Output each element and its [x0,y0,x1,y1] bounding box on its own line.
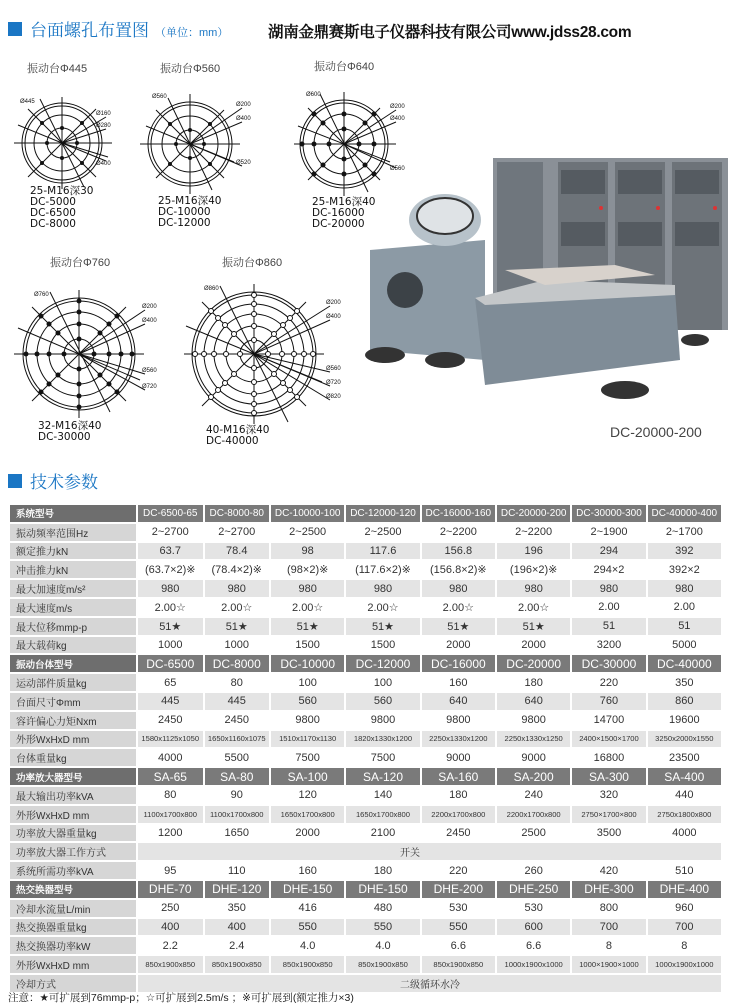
table-row [10,561,721,578]
table-cell: 980 [648,580,721,597]
table-cell: (117.6×2)※ [346,561,419,578]
svg-text:Ø720: Ø720 [326,380,341,386]
table-cell: 180 [497,674,570,691]
table-cell: DC-40000-400 [648,505,721,522]
table-cell: 250 [138,900,203,917]
table-cell: 51★ [422,618,495,635]
table-cell: DC-20000 [497,655,570,672]
table-cell: 1820x1330x1200 [346,731,419,748]
table-row [10,862,721,879]
svg-text:Ø445: Ø445 [20,99,35,105]
table-cell: 550 [346,919,419,936]
table-cell: 400 [138,919,203,936]
table-cell: DC-20000-200 [497,505,570,522]
table-cell: SA-100 [271,768,344,785]
table-row [10,937,721,954]
svg-text:Ø400: Ø400 [236,116,251,122]
table-cell: DC-10000 [271,655,344,672]
row-label: 热交换器型号 [10,881,136,898]
diagram-title: 振动台Φ445 [27,63,88,75]
table-cell: (63.7×2)※ [138,561,203,578]
table-cell: 2750×1700×800 [572,806,645,823]
table-cell: 51 [648,618,721,635]
table-row [10,693,721,710]
svg-text:Ø200: Ø200 [326,300,341,306]
svg-text:Ø560: Ø560 [142,368,157,374]
diagram-title: 振动台Φ640 [314,61,375,73]
table-cell: 3250x2000x1550 [648,731,721,748]
table-cell: 2000 [422,637,495,654]
table-cell: 980 [271,580,344,597]
table-cell: DC-10000-100 [271,505,344,522]
unit-label: （单位：mm） [155,27,229,39]
table-cell: 2~2200 [497,524,570,541]
row-label: 功率放大器工作方式 [10,843,136,860]
table-cell: 800 [572,900,645,917]
merged-cell: 二级循环水冷 [138,975,721,992]
table-cell: 510 [648,862,721,879]
table-cell: 6.6 [497,937,570,954]
table-cell: 850x1900x850 [346,956,419,973]
table-cell: 420 [572,862,645,879]
table-cell: 2500 [497,825,570,842]
row-label: 冷却方式 [10,975,136,992]
table-cell: 445 [138,693,203,710]
row-label: 功率放大器型号 [10,768,136,785]
table-cell: DC-16000-160 [422,505,495,522]
company-name: 湖南金鼎赛斯电子仪器科技有限公司www.jdss28.com [268,24,632,41]
table-cell: 2~1700 [648,524,721,541]
table-cell: 2200x1700x800 [497,806,570,823]
table-cell: 2.00☆ [497,599,570,616]
row-label: 系统型号 [10,505,136,522]
table-cell: 63.7 [138,543,203,560]
diagram-spec: 25-M16深40 DC-16000 DC-20000 [312,196,376,230]
row-label: 振动频率范围Hz [10,524,136,541]
table-cell: 2450 [138,712,203,729]
svg-text:Ø400: Ø400 [142,318,157,324]
table-row [10,712,721,729]
table-cell: 2.00☆ [271,599,344,616]
table-cell: DC-30000 [572,655,645,672]
table-cell: DC-6500-65 [138,505,203,522]
svg-text:Ø200: Ø200 [142,304,157,310]
table-cell: 1650x1700x800 [346,806,419,823]
table-cell: 180 [346,862,419,879]
row-label: 振动台体型号 [10,655,136,672]
table-cell: 1000×1900×1000 [572,956,645,973]
table-row [10,599,721,616]
table-cell: 640 [422,693,495,710]
table-cell: 640 [497,693,570,710]
table-row [10,674,721,691]
table-cell: 860 [648,693,721,710]
table-cell: 90 [205,787,270,804]
spec-table [8,503,723,994]
row-label: 台体重量kg [10,749,136,766]
table-cell: 2~2700 [138,524,203,541]
diagram-spec: 32-M16深40 DC-30000 [38,420,102,443]
table-cell: 960 [648,900,721,917]
row-label: 额定推力kN [10,543,136,560]
table-cell: 9800 [271,712,344,729]
blue-square-icon [8,22,22,36]
table-cell: 23500 [648,749,721,766]
table-cell: 2.00☆ [138,599,203,616]
table-cell: DHE-200 [422,881,495,898]
table-cell: 530 [497,900,570,917]
table-cell: 850x1900x850 [271,956,344,973]
table-cell: 980 [572,580,645,597]
table-cell: 1650x1700x800 [271,806,344,823]
table-cell: (78.4×2)※ [205,561,270,578]
table-cell: 2~2500 [346,524,419,541]
table-row [10,731,721,748]
table-cell: 320 [572,787,645,804]
table-row [10,524,721,541]
table-cell: 980 [138,580,203,597]
row-label: 外形WxHxD mm [10,806,136,823]
table-cell: 2200x1700x800 [422,806,495,823]
diagram-spec: 25-M16深40 DC-10000 DC-12000 [158,195,222,229]
table-cell: 2000 [271,825,344,842]
table-cell: 2.2 [138,937,203,954]
section-heading: 台面螺孔布置图 [30,21,149,40]
table-cell: 98 [271,543,344,560]
table-cell: 1200 [138,825,203,842]
table-cell: 600 [497,919,570,936]
table-cell: 78.4 [205,543,270,560]
table-cell: 2.00☆ [205,599,270,616]
row-label: 系统所需功率kVA [10,862,136,879]
table-cell: 1100x1700x800 [205,806,270,823]
table-cell: 51★ [205,618,270,635]
table-row [10,806,721,823]
table-cell: 51★ [497,618,570,635]
row-label: 冷却水流量L/min [10,900,136,917]
table-cell: SA-160 [422,768,495,785]
blue-square-icon [8,474,22,488]
row-label: 最大速度m/s [10,599,136,616]
table-row [10,919,721,936]
table-cell: 8 [648,937,721,954]
table-cell: 5000 [648,637,721,654]
table-cell: 1000 [138,637,203,654]
table-cell: 1500 [271,637,344,654]
svg-text:Ø200: Ø200 [236,102,251,108]
diagram-spec: 40-M16深40 DC-40000 [206,424,270,447]
svg-text:Ø160: Ø160 [96,111,111,117]
machine-caption: DC-20000-200 [610,424,702,440]
table-row [10,655,721,672]
row-label: 最大位移mmp-p [10,618,136,635]
svg-text:Ø760: Ø760 [34,292,49,298]
table-cell: 2000 [497,637,570,654]
table-cell: (196×2)※ [497,561,570,578]
diagram-title: 振动台Φ860 [222,257,283,269]
table-cell: 700 [648,919,721,936]
diagram-spec: 25-M16深30 DC-5000 DC-6500 DC-8000 [30,185,94,230]
table-cell: 350 [648,674,721,691]
row-label: 最大输出功率kVA [10,787,136,804]
table-cell: 560 [271,693,344,710]
table-cell: 51 [572,618,645,635]
svg-text:Ø200: Ø200 [390,104,405,110]
table-cell: 220 [572,674,645,691]
table-cell: DC-30000-300 [572,505,645,522]
table-row [10,618,721,635]
layout-section-title [8,16,228,41]
table-row [10,768,721,785]
table-cell: 120 [271,787,344,804]
table-cell: 440 [648,787,721,804]
row-label: 运动部件质量kg [10,674,136,691]
table-cell: 480 [346,900,419,917]
table-row [10,843,721,860]
table-cell: DHE-70 [138,881,203,898]
table-cell: DC-8000-80 [205,505,270,522]
table-cell: DHE-120 [205,881,270,898]
table-row [10,505,721,522]
footnote: 注意：★可扩展到76mmp-p；☆可扩展到2.5m/s ；※可扩展到(额定推力×3) [8,992,354,1004]
table-cell: 14700 [572,712,645,729]
section-heading: 技术参数 [30,473,98,492]
table-cell: 850x1900x850 [205,956,270,973]
table-cell: 100 [271,674,344,691]
table-cell: 220 [422,862,495,879]
svg-text:Ø820: Ø820 [326,394,341,400]
row-label: 最大载荷kg [10,637,136,654]
table-cell: 1500 [346,637,419,654]
svg-text:Ø280: Ø280 [96,123,111,129]
table-row [10,637,721,654]
table-row [10,543,721,560]
table-cell: 16800 [572,749,645,766]
table-cell: 4.0 [346,937,419,954]
svg-text:Ø520: Ø520 [236,160,251,166]
table-cell: 8 [572,937,645,954]
table-cell: 4000 [138,749,203,766]
table-cell: 7500 [346,749,419,766]
table-cell: 1510x1170x1130 [271,731,344,748]
bolt-pattern-diagram [10,288,160,423]
bolt-pattern-diagram [8,95,118,195]
table-cell: 560 [346,693,419,710]
table-cell: 196 [497,543,570,560]
table-cell: 700 [572,919,645,936]
table-cell: 3500 [572,825,645,842]
diagram-title: 振动台Φ560 [160,63,221,75]
table-cell: 80 [205,674,270,691]
table-cell: 7500 [271,749,344,766]
table-cell: 140 [346,787,419,804]
bolt-pattern-diagram [180,282,345,427]
table-cell: 180 [422,787,495,804]
table-cell: 2100 [346,825,419,842]
row-label: 热交换器功率kW [10,937,136,954]
table-cell: 9800 [422,712,495,729]
table-cell: DHE-150 [271,881,344,898]
table-cell: DC-12000 [346,655,419,672]
table-cell: DHE-300 [572,881,645,898]
table-cell: 80 [138,787,203,804]
diagram-title: 振动台Φ760 [50,257,111,269]
row-label: 容许偏心力矩Nxm [10,712,136,729]
table-cell: DHE-150 [346,881,419,898]
table-cell: 1000x1900x1000 [648,956,721,973]
table-row [10,787,721,804]
table-row [10,956,721,973]
bolt-pattern-diagram [138,90,258,200]
table-cell: DHE-400 [648,881,721,898]
table-cell: 2~2200 [422,524,495,541]
table-cell: DC-6500 [138,655,203,672]
table-cell: 1650 [205,825,270,842]
row-label: 冲击推力kN [10,561,136,578]
table-cell: 2.00 [648,599,721,616]
table-cell: 2~2700 [205,524,270,541]
table-cell: 2.4 [205,937,270,954]
table-cell: 2.00☆ [346,599,419,616]
table-cell: 2400×1500×1700 [572,731,645,748]
row-label: 外形WxHxD mm [10,731,136,748]
table-cell: DC-12000-120 [346,505,419,522]
table-cell: 980 [497,580,570,597]
table-cell: 980 [346,580,419,597]
table-cell: 2~2500 [271,524,344,541]
table-cell: 2450 [422,825,495,842]
svg-text:Ø560: Ø560 [390,166,405,172]
svg-text:Ø600: Ø600 [306,92,321,98]
table-cell: SA-400 [648,768,721,785]
table-cell: 9800 [346,712,419,729]
table-cell: 51★ [346,618,419,635]
table-cell: 1000x1900x1000 [497,956,570,973]
table-row [10,749,721,766]
table-cell: 760 [572,693,645,710]
table-cell: 2250x1330x1200 [422,731,495,748]
table-cell: SA-200 [497,768,570,785]
table-cell: 1580x1125x1050 [138,731,203,748]
table-cell: 95 [138,862,203,879]
table-cell: 240 [497,787,570,804]
table-cell: 980 [205,580,270,597]
table-cell: 4000 [648,825,721,842]
table-cell: 2.00 [572,599,645,616]
table-cell: SA-120 [346,768,419,785]
table-cell: DHE-250 [497,881,570,898]
table-cell: 2.00☆ [422,599,495,616]
table-cell: 160 [422,674,495,691]
table-cell: SA-300 [572,768,645,785]
table-cell: DC-16000 [422,655,495,672]
table-cell: 51★ [271,618,344,635]
table-cell: 1650x1160x1075 [205,731,270,748]
svg-text:Ø400: Ø400 [96,161,111,167]
table-cell: 2750x1800x800 [648,806,721,823]
table-cell: 294×2 [572,561,645,578]
table-cell: 160 [271,862,344,879]
table-row [10,825,721,842]
table-cell: 156.8 [422,543,495,560]
table-cell: 1100x1700x800 [138,806,203,823]
table-cell: 400 [205,919,270,936]
table-cell: DC-8000 [205,655,270,672]
table-cell: 550 [422,919,495,936]
table-cell: 1000 [205,637,270,654]
table-cell: 5500 [205,749,270,766]
svg-text:Ø560: Ø560 [152,94,167,100]
row-label: 台面尺寸Φmm [10,693,136,710]
table-row [10,580,721,597]
row-label: 最大加速度m/s² [10,580,136,597]
table-cell: (156.8×2)※ [422,561,495,578]
vibration-system-photo [365,150,730,420]
svg-text:Ø400: Ø400 [390,116,405,122]
svg-text:Ø400: Ø400 [326,314,341,320]
row-label: 热交换器重量kg [10,919,136,936]
table-cell: 850x1900x850 [138,956,203,973]
tech-section-title [8,468,98,493]
merged-cell: 开关 [138,843,721,860]
table-cell: 9000 [422,749,495,766]
table-cell: 3200 [572,637,645,654]
table-cell: 110 [205,862,270,879]
table-row [10,900,721,917]
table-cell: 260 [497,862,570,879]
table-cell: 4.0 [271,937,344,954]
table-cell: 6.6 [422,937,495,954]
table-cell: 100 [346,674,419,691]
table-cell: 2450 [205,712,270,729]
svg-text:Ø720: Ø720 [142,384,157,390]
table-cell: SA-65 [138,768,203,785]
table-cell: 117.6 [346,543,419,560]
table-cell: 416 [271,900,344,917]
table-cell: SA-80 [205,768,270,785]
row-label: 功率放大器重量kg [10,825,136,842]
table-cell: 2~1900 [572,524,645,541]
table-cell: 445 [205,693,270,710]
table-cell: 294 [572,543,645,560]
table-cell: 530 [422,900,495,917]
table-cell: 350 [205,900,270,917]
row-label: 外形WxHxD mm [10,956,136,973]
table-cell: 850x1900x850 [422,956,495,973]
table-row [10,881,721,898]
table-cell: 980 [422,580,495,597]
table-cell: 51★ [138,618,203,635]
svg-text:Ø560: Ø560 [326,366,341,372]
table-cell: DC-40000 [648,655,721,672]
table-cell: (98×2)※ [271,561,344,578]
table-cell: 392×2 [648,561,721,578]
table-cell: 9000 [497,749,570,766]
table-cell: 9800 [497,712,570,729]
table-cell: 2250x1330x1250 [497,731,570,748]
svg-text:Ø860: Ø860 [204,286,219,292]
table-cell: 65 [138,674,203,691]
table-cell: 550 [271,919,344,936]
table-cell: 19600 [648,712,721,729]
table-cell: 392 [648,543,721,560]
